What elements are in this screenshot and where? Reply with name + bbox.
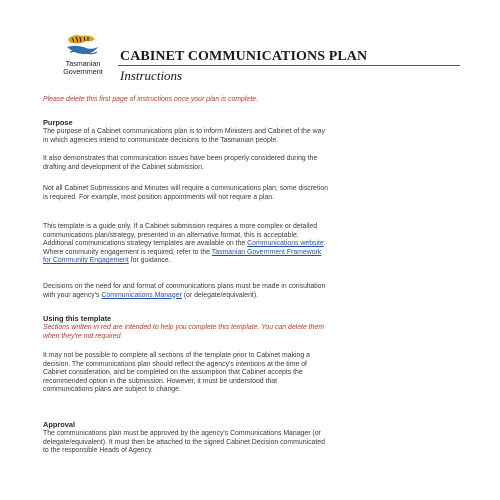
purpose-paragraph-1 [43, 128, 463, 145]
community-engagement-framework-link[interactable]: Tasmanian Government Framework [211, 248, 322, 256]
logo-wordmark [52, 60, 114, 77]
text-line: The communications plan must be approved by the agency's Communications Manager (or [43, 430, 321, 437]
purpose-heading: Purpose [43, 118, 73, 127]
tasmanian-government-logo [52, 33, 112, 81]
text-line: Sections written in red are intended to help you complete this template. You can delete them [43, 324, 325, 331]
text-fragment: . [323, 240, 326, 248]
text-line: delegate/equivalent). It must then be attached to the signed Cabinet Decision communicated [43, 438, 325, 446]
purpose-paragraph-5 [43, 283, 463, 300]
text-fragment: for guidance. [128, 257, 171, 265]
text-line: drafting and development of the Cabinet submission. [43, 163, 204, 171]
text-line: Cabinet consideration, and be completed on the assumption that Cabinet accepts the [43, 369, 303, 377]
delete-instructions-note: Please delete this first page of instructions once your plan is complete. [43, 96, 258, 103]
purpose-paragraph-4 [43, 223, 463, 266]
text-line: to the responsible Heads of Agency. [43, 447, 153, 455]
text-line: communications plans are subject to change. [43, 386, 181, 394]
approval-heading: Approval [43, 420, 76, 429]
document-title: CABINET COMMUNICATIONS PLAN [120, 49, 368, 64]
text-line: Not all Cabinet Submissions and Minutes will require a communications plan; some discretion [43, 185, 328, 192]
text-line: is required. For example, most position appointments will not require a plan. [43, 193, 274, 201]
text-line: Decisions on the need for and format of communications plans must be made in consultation [43, 283, 326, 290]
text-line [43, 257, 463, 266]
using-template-red-instruction [43, 324, 463, 341]
logo-line-tasmanian: Tasmanian [65, 59, 101, 68]
community-engagement-framework-link-continued[interactable]: for Community Engagement [43, 257, 129, 265]
purpose-paragraph-3 [43, 185, 463, 202]
text-line: The purpose of a Cabinet communications plan is to inform Ministers and Cabinet of the way [43, 128, 325, 135]
document-subtitle: Instructions [120, 68, 183, 83]
text-line: It may not be possible to complete all sections of the template prior to Cabinet making a [43, 352, 310, 359]
text-fragment: Additional communications strategy templates are available on the [43, 240, 248, 248]
title-divider [118, 65, 460, 66]
approval-paragraph [43, 430, 463, 456]
using-template-paragraph [43, 352, 463, 395]
communications-manager-link[interactable]: Communications Manager [101, 291, 182, 299]
text-fragment: Where community engagement is required, refer to the [43, 248, 212, 256]
tasmanian-tiger-icon [64, 33, 102, 59]
text-line: It also demonstrates that communication issues have been properly considered during the [43, 155, 318, 162]
text-line [43, 292, 463, 301]
text-line [43, 249, 463, 258]
text-line: in which agencies intend to communicate decisions to the Tasmanian people. [43, 136, 279, 144]
text-line: recommended option in the submission. However, it must be understood that [43, 377, 278, 385]
text-line [43, 240, 463, 249]
logo-line-government: Government [63, 67, 103, 77]
text-fragment: (or delegate/equivalent). [181, 291, 259, 299]
text-fragment: with your agency's [43, 291, 102, 299]
text-line: when they're not required. [43, 332, 123, 340]
purpose-paragraph-2 [43, 155, 463, 172]
text-line: decision. The communications plan should reflect the agency's intentions at the time of [43, 360, 307, 368]
text-line: This template is a guide only. If a Cabinet submission requires a more complex or detailed [43, 223, 318, 230]
text-line: communications plan/strategy, presented in an alternative format, this is acceptable. [43, 231, 299, 239]
using-template-heading: Using this template [43, 314, 112, 323]
communications-website-link[interactable]: Communications website [247, 240, 324, 248]
